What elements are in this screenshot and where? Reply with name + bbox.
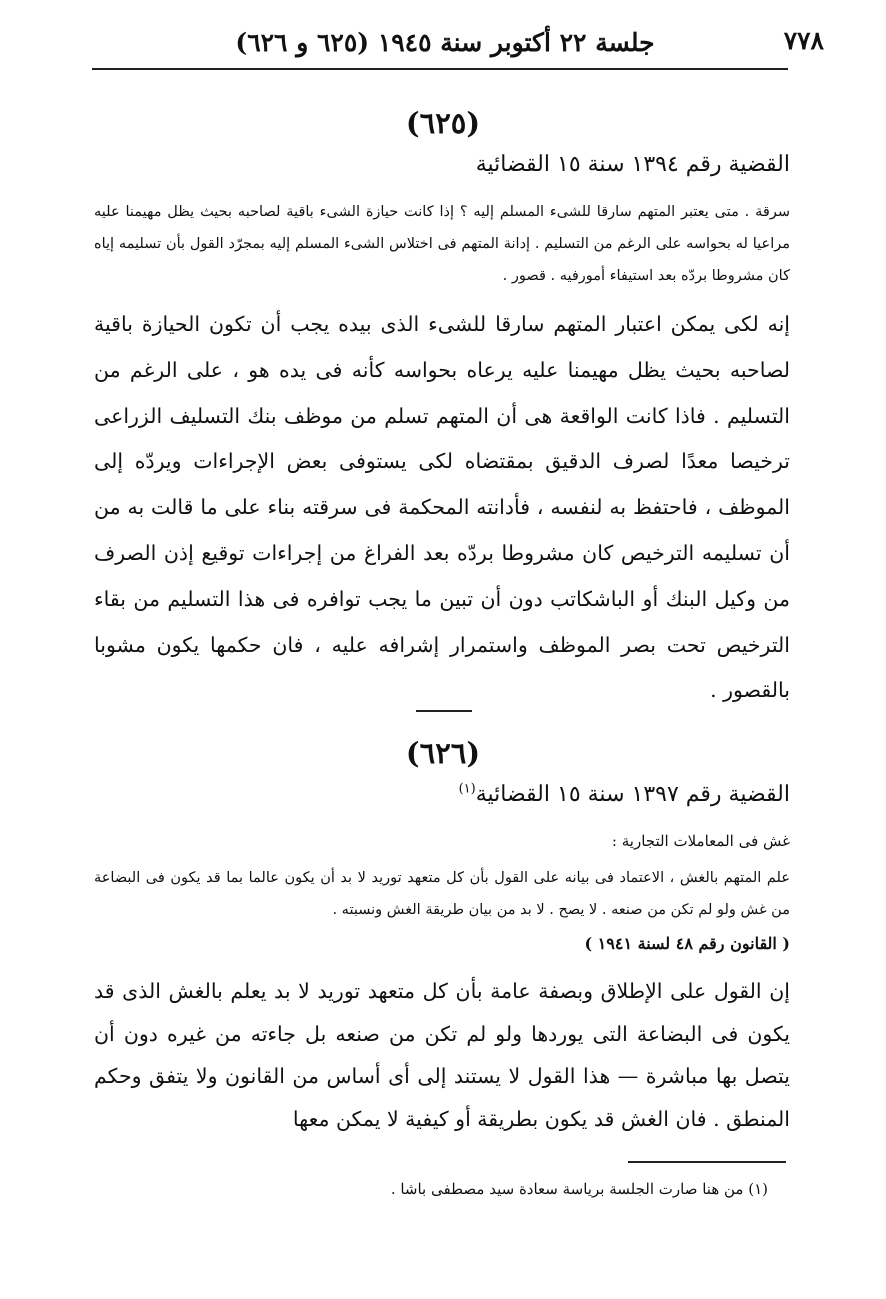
case-626-summary-title: غش فى المعاملات التجارية :	[611, 832, 790, 850]
case-626-body: إن القول على الإطلاق وبصفة عامة بأن كل متعهد توريد لا بد يعلم بالغش الذى قد يكون فى البضاعة التى يوردها ولو لم تكن من صنعه بل جاءته من غيره دون أن يتصل بها مباشرة — هذا القول لا يستند إلى أى أساس من القانون ولا يتفق وحكم المنطق . فان الغش قد يكون بطريقة أو كيفية لا يمكن معها	[94, 979, 790, 1131]
case-626-heading-text: القضية رقم ١٣٩٧ سنة ١٥ القضائية	[475, 782, 790, 807]
footnote-rule	[628, 1161, 786, 1163]
footnote: (١) من هنا صارت الجلسة برياسة سعادة سيد مصطفى باشا .	[390, 1180, 768, 1198]
running-header-title: جلسة ٢٢ أكتوبر سنة ١٩٤٥ (٦٢٥ و ٦٢٦)	[235, 28, 655, 57]
header-rule	[92, 68, 788, 70]
case-625-body: إنه لكى يمكن اعتبار المتهم سارقا للشىء الذى بيده يجب أن تكون الحيازة باقية لصاحبه بحيث يظل مهيمنا عليه يرعاه بحواسه كأنه فى يده هو ، على الرغم من التسليم . فاذا كانت الواقعة هى أن المتهم تسلم من موظف بنك التسليف الزراعى ترخيصا معدًا لصرف الدقيق بمقتضاه لكى يستوفى بعض الإجراءات ويردّه إلى الموظف ، فاحتفظ به لنفسه ، فأدانته المحكمة فى سرقته بناء على ما قالت به من أن تسليمه الترخيص كان مشروطا بردّه بعد الفراغ من إجراءات توقيع إذن الصرف من وكيل البنك أو الباشكاتب دون أن تبين ما يجب توافره فى هذا التسليم من بقاء الترخيص تحت بصر الموظف واستمرار إشرافه عليه ، فان حكمها يكون مشوبا بالقصور .	[94, 312, 790, 703]
page-number: ٧٧٨	[783, 26, 824, 55]
case-626-heading	[459, 782, 790, 807]
case-625-summary: سرقة . متى يعتبر المتهم سارقا للشىء المسلم إليه ؟ إذا كانت حيازة الشىء باقية لصاحبه بحيث يظل مهيمنا عليه مراعيا له بحواسه على الرغم من التسليم . إدانة المتهم فى اختلاس الشىء المسلم إليه بمجرّد القول بأن تسليمه إياه كان مشروطا بردّه بعد استيفاء أمورفيه . قصور .	[94, 204, 790, 284]
law-reference: ( القانون رقم ٤٨ لسنة ١٩٤١ )	[584, 934, 790, 953]
footnote-reference-marker: (١)	[458, 781, 476, 797]
case-625-heading: القضية رقم ١٣٩٤ سنة ١٥ القضائية	[475, 152, 790, 177]
case-626-summary: علم المتهم بالغش ، الاعتماد فى بيانه على القول بأن كل متعهد توريد لا بد أن يكون عالما بما قد يكون فى البضاعة من غش ولو لم تكن من صنعه . لا يصح . لا بد من بيان طريقة الغش ونسبته .	[94, 870, 790, 918]
case-separator-rule	[416, 710, 472, 712]
case-626-number: (٦٢٦)	[405, 736, 481, 770]
case-625-number: (٦٢٥)	[405, 106, 481, 140]
